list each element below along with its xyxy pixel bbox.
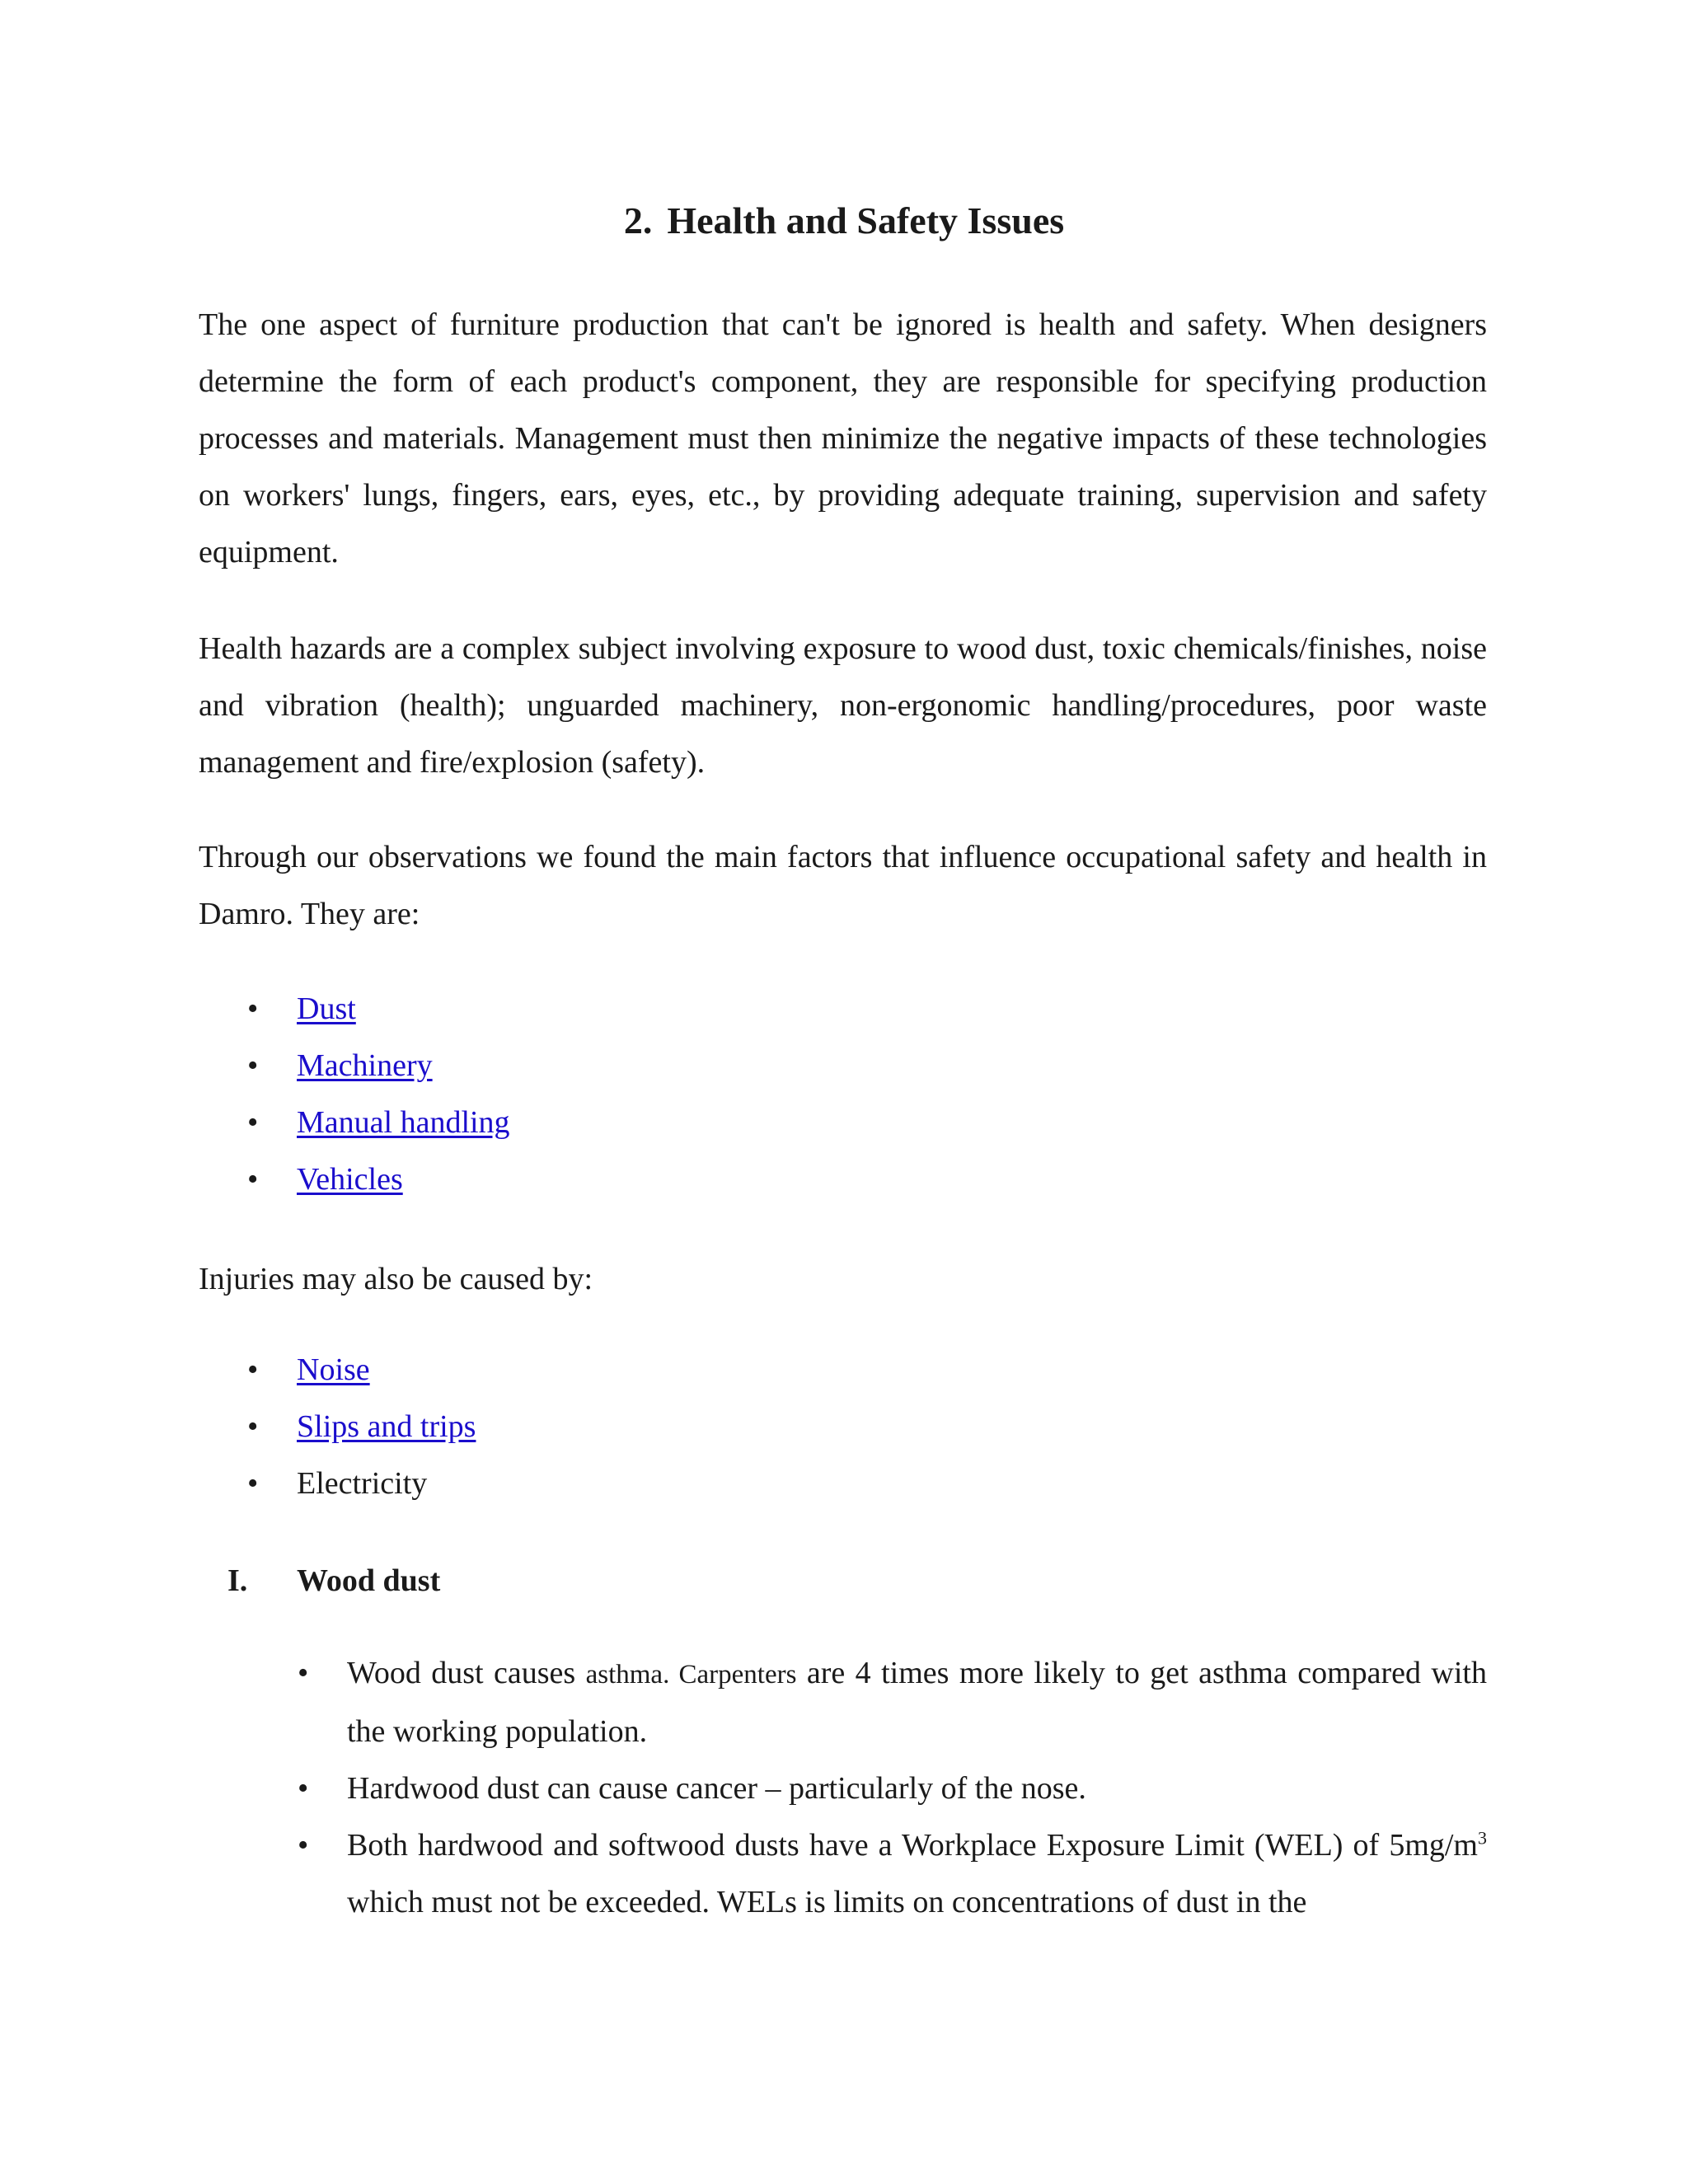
wel-text-start: Both hardwood and softwood dusts have a Workplace Exposure Limit (WEL) of 5mg/m [347, 1828, 1478, 1863]
heading-number: 2. [623, 199, 653, 241]
other-causes-list [0, 1342, 476, 1512]
bullet-icon: • [247, 991, 259, 1026]
list-item [0, 1151, 510, 1208]
intro-paragraph: The one aspect of furniture production that can't be ignored is health and safety. When designers determine the form of each product's component, they are responsible for specifying production processes and materials. Management must then minimize the negative impacts of these technologies on workers' lungs, fingers, ears, eyes, etc., by providing adequate training, supervision and safety equipment. [199, 307, 1487, 569]
wood-dust-list [0, 1645, 1487, 1931]
bullet-icon: • [247, 1105, 259, 1140]
list-item [0, 1094, 510, 1151]
bullet-icon: • [247, 1352, 259, 1387]
list-item [298, 1817, 1487, 1931]
bullet-icon: • [298, 1771, 309, 1806]
list-item [0, 1399, 476, 1455]
list-item [0, 1038, 510, 1094]
main-factors-list [0, 981, 510, 1208]
list-item [298, 1645, 1487, 1760]
link-noise[interactable]: Noise [297, 1352, 370, 1387]
asthma-text-small: asthma. Carpenters [585, 1660, 797, 1690]
asthma-text-end: are 4 times more likely to get asthma compared with the working population. [347, 1656, 1487, 1749]
link-machinery[interactable]: Machinery [297, 1048, 433, 1083]
bullet-icon: • [247, 1466, 259, 1501]
link-slips-and-trips[interactable]: Slips and trips [297, 1409, 476, 1444]
heading-text: Health and Safety Issues [667, 199, 1065, 241]
observations-paragraph: Through our observations we found the main factors that influence occupational safety and health in Damro. They are: [199, 840, 1487, 931]
list-item [0, 1455, 476, 1512]
item-electricity: Electricity [297, 1466, 428, 1501]
hazards-paragraph: Health hazards are a complex subject involving exposure to wood dust, toxic chemicals/finishes, noise and vibration (health); unguarded machinery, non-ergonomic handling/procedures, poor waste management and fire/explosion (safety). [199, 631, 1487, 780]
asthma-text-start: Wood dust causes [347, 1656, 586, 1690]
link-dust[interactable]: Dust [297, 991, 356, 1026]
link-vehicles[interactable]: Vehicles [297, 1162, 403, 1197]
bullet-icon: • [247, 1048, 259, 1083]
list-item [0, 1342, 476, 1399]
link-manual-handling[interactable]: Manual handling [297, 1105, 510, 1140]
injuries-paragraph: Injuries may also be caused by: [199, 1262, 593, 1296]
cancer-text: Hardwood dust can cause cancer – particularly of the nose. [347, 1771, 1086, 1806]
wel-superscript: 3 [1478, 1827, 1487, 1849]
bullet-icon: • [247, 1162, 259, 1197]
bullet-icon: • [247, 1409, 259, 1444]
wel-text-end: which must not be exceeded. WELs is limits on concentrations of dust in the [347, 1885, 1307, 1919]
section-title: Wood dust [297, 1563, 441, 1598]
section-numeral: I. [227, 1563, 248, 1598]
page-title [0, 194, 1688, 247]
bullet-icon: • [298, 1656, 309, 1690]
list-item [298, 1760, 1487, 1817]
list-item [0, 981, 510, 1038]
bullet-icon: • [298, 1828, 309, 1863]
